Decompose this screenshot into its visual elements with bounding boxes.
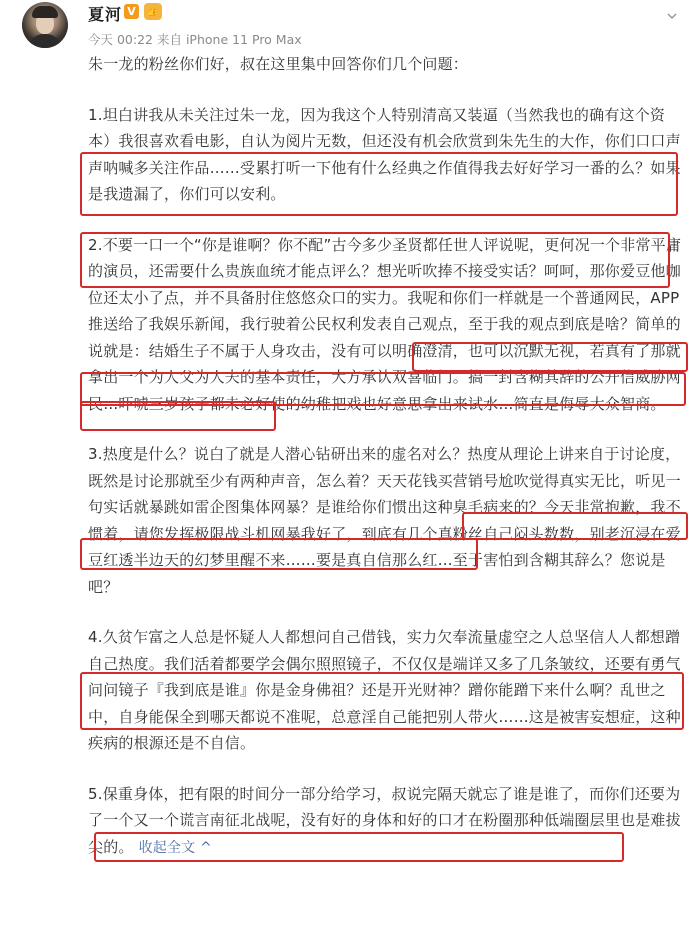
avatar[interactable] xyxy=(22,2,68,48)
collapse-full-text-link[interactable]: 收起全文 ^ xyxy=(138,839,212,856)
verified-v-icon: V xyxy=(124,4,139,19)
post-paragraph-4: 4.久贫乍富之人总是怀疑人人都想问自己借钱，实力欠奉流量虚空之人总坚信人人都想蹭自己热度。我们活着都要学会偶尔照照镜子，不仅仅是端详又多了几条皱纹，还要有勇气问问镜子『我到底是谁』你是金身佛祖？还是开光财神？蹭你能蹭下来什么啊？乱世之中，自身能保全到哪天都说不准呢，总意淫自己能把别人带火……这是被害妄想症，这种疾病的根源还是不自信。 xyxy=(88,628,681,752)
fan-badge-icon[interactable]: 👍 xyxy=(144,3,162,20)
post-time: 今天 00:22 xyxy=(88,32,153,47)
post-meta xyxy=(88,30,302,48)
post-body xyxy=(88,51,688,861)
post-paragraph-3: 3.热度是什么？说白了就是人潜心钻研出来的虚名对么？热度从理论上讲来自于讨论度，既然是讨论那就至少有两种声音，怎么着？天天花钱买营销号尬吹觉得真实无比，听见一句实话就暴跳如雷企图集体网暴？是谁给你们惯出这种臭毛病来的？今天非常抱歉，我不惯着，请您发挥极限战斗机网暴我好了，到底有几个真粉丝自己闷头数数，别老沉浸在爱豆红透半边天的幻梦里醒不来……要是真自信那么红…至于害怕到含糊其辞么？您说是吧？ xyxy=(88,445,681,596)
post-paragraph-1: 1.坦白讲我从未关注过朱一龙，因为我这个人特别清高又装逼（当然我也的确有这个资本）我很喜欢看电影，自认为阅片无数，但还没有机会欣赏到朱先生的大作，你们口口声声呐喊多关注作品……受累打听一下他有什么经典之作值得我去好好学习一番的么？如果是我遗漏了，你们可以安利。 xyxy=(88,105,681,203)
post-intro: 朱一龙的粉丝你们好，叔在这里集中回答你们几个问题： xyxy=(88,55,469,73)
post-source: 来自 iPhone 11 Pro Max xyxy=(156,32,302,47)
post-paragraph-5: 5.保重身体，把有限的时间分一部分给学习，叔说完隔天就忘了谁是谁了，而你们还要为了一个又一个谎言南征北战呢，没有好的身体和好的口才在粉圈那种低端圈层里也是难拔尖的。 xyxy=(88,784,681,856)
post-paragraph-2: 2.不要一口一个“你是谁啊？你不配”古今多少圣贤都任世人评说呢，更何况一个非常平庸的演员，还需要什么贵族血统才能点评么？想光听吹捧不接受实话？呵呵，那你爱豆他咖位还太小了点，并不具备肘住悠悠众口的实力。我呢和你们一样就是一个普通网民，APP推送给了我娱乐新闻，我行驶着公民权利发表自己观点，至于我的观点到底是啥？简单的说就是：结婚生子不属于人身攻击，没有可以明确澄清，也可以沉默无视，若真有了那就拿出一个为人父为人夫的基本责任，大方承认双喜临门。搞一封含糊其辞的公开信威胁网民…吓唬三岁孩子都未必好使的幼稚把戏也好意思拿出来试水…简直是侮辱大众智商。 xyxy=(88,235,682,413)
chevron-down-icon[interactable] xyxy=(666,10,678,22)
username[interactable]: 夏河 xyxy=(88,5,123,24)
